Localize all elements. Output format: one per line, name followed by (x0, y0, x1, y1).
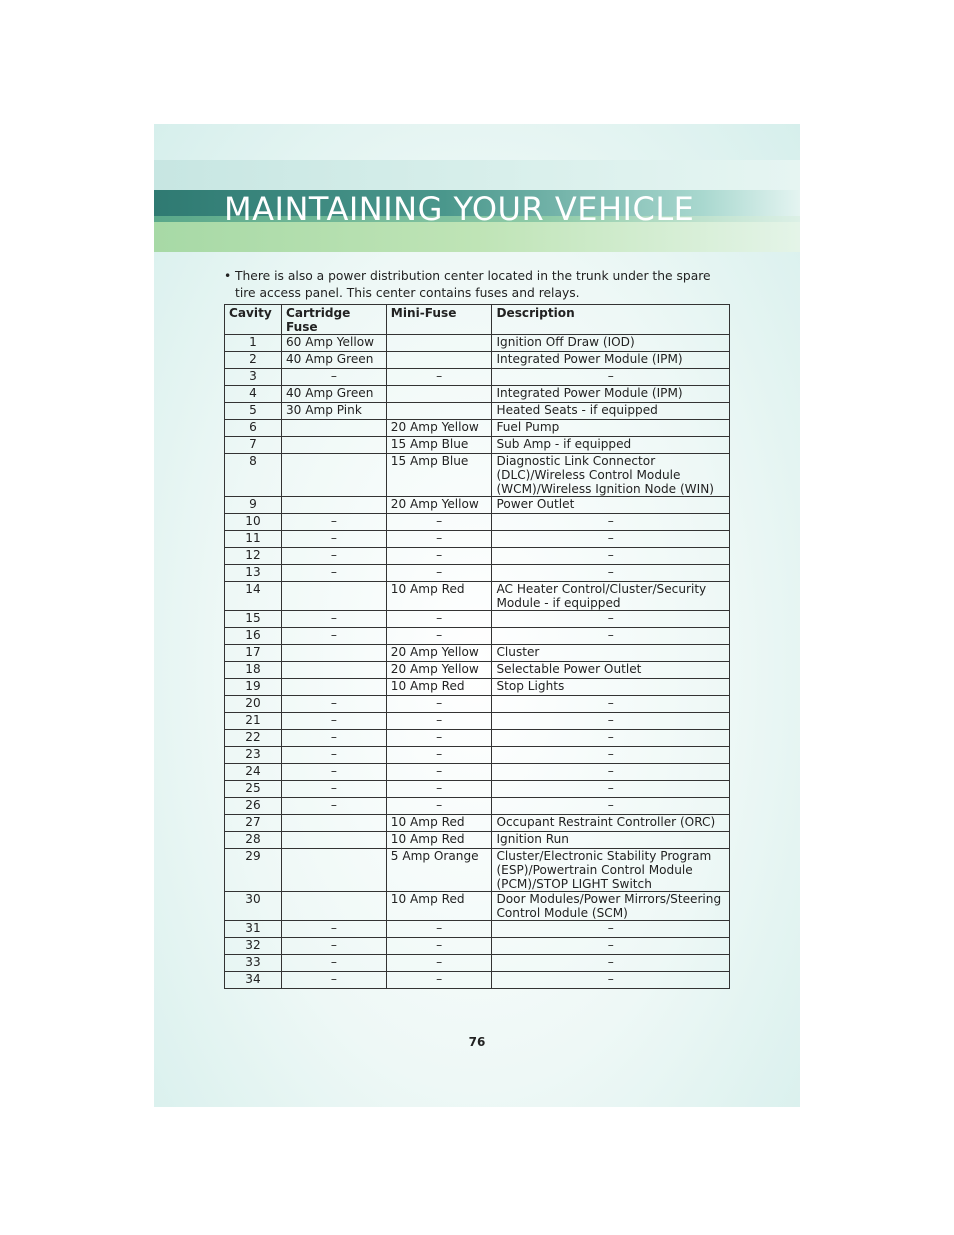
mini-fuse-cell: – (386, 611, 492, 628)
cartridge-fuse-cell: – (281, 921, 386, 938)
cavity-cell: 2 (225, 352, 282, 369)
cartridge-fuse-cell: – (281, 565, 386, 582)
mini-fuse-cell: – (386, 764, 492, 781)
cavity-cell: 9 (225, 497, 282, 514)
cavity-cell: 29 (225, 849, 282, 892)
cavity-cell: 13 (225, 565, 282, 582)
cavity-cell: 31 (225, 921, 282, 938)
mini-fuse-cell: – (386, 696, 492, 713)
table-row (225, 815, 730, 832)
cartridge-fuse-cell (281, 454, 386, 497)
cartridge-fuse-cell (281, 437, 386, 454)
cartridge-fuse-cell: – (281, 730, 386, 747)
cartridge-fuse-cell (281, 582, 386, 611)
mini-fuse-cell: – (386, 548, 492, 565)
table-row (225, 628, 730, 645)
cartridge-fuse-cell: – (281, 938, 386, 955)
cartridge-fuse-cell: – (281, 369, 386, 386)
cavity-cell: 6 (225, 420, 282, 437)
cartridge-fuse-cell (281, 662, 386, 679)
fuse-table (224, 304, 730, 989)
column-header-description: Description (492, 305, 730, 335)
cartridge-fuse-cell: – (281, 747, 386, 764)
mini-fuse-cell: – (386, 730, 492, 747)
table-header-row (225, 305, 730, 335)
mini-fuse-cell: – (386, 747, 492, 764)
mini-fuse-cell: – (386, 628, 492, 645)
description-cell: Cluster (492, 645, 730, 662)
description-cell: Sub Amp - if equipped (492, 437, 730, 454)
description-cell: Diagnostic Link Connector (DLC)/Wireless Control Module (WCM)/Wireless Ignition Node (WIN) (492, 454, 730, 497)
description-cell: Integrated Power Module (IPM) (492, 386, 730, 403)
table-row (225, 352, 730, 369)
cartridge-fuse-cell: – (281, 696, 386, 713)
cavity-cell: 27 (225, 815, 282, 832)
mini-fuse-cell (386, 335, 492, 352)
column-header-cartridge-fuse: Cartridge Fuse (281, 305, 386, 335)
cartridge-fuse-cell: – (281, 955, 386, 972)
cartridge-fuse-cell: 40 Amp Green (281, 352, 386, 369)
cartridge-fuse-cell (281, 420, 386, 437)
table-row (225, 611, 730, 628)
cartridge-fuse-cell (281, 815, 386, 832)
mini-fuse-cell: 10 Amp Red (386, 582, 492, 611)
cavity-cell: 15 (225, 611, 282, 628)
mini-fuse-cell: 20 Amp Yellow (386, 497, 492, 514)
cavity-cell: 16 (225, 628, 282, 645)
mini-fuse-cell: 15 Amp Blue (386, 454, 492, 497)
table-row (225, 730, 730, 747)
table-row (225, 892, 730, 921)
mini-fuse-cell: – (386, 972, 492, 989)
description-cell: – (492, 696, 730, 713)
cartridge-fuse-cell (281, 892, 386, 921)
description-cell: Fuel Pump (492, 420, 730, 437)
description-cell: Ignition Off Draw (IOD) (492, 335, 730, 352)
table-row (225, 972, 730, 989)
description-cell: – (492, 628, 730, 645)
description-cell: – (492, 972, 730, 989)
table-row (225, 696, 730, 713)
mini-fuse-cell: – (386, 938, 492, 955)
cavity-cell: 20 (225, 696, 282, 713)
table-row (225, 582, 730, 611)
mini-fuse-cell: 20 Amp Yellow (386, 662, 492, 679)
description-cell: Power Outlet (492, 497, 730, 514)
description-cell: Heated Seats - if equipped (492, 403, 730, 420)
description-cell: – (492, 798, 730, 815)
mini-fuse-cell: 5 Amp Orange (386, 849, 492, 892)
cartridge-fuse-cell (281, 679, 386, 696)
cavity-cell: 28 (225, 832, 282, 849)
cavity-cell: 4 (225, 386, 282, 403)
table-row (225, 781, 730, 798)
mini-fuse-cell: 10 Amp Red (386, 679, 492, 696)
mini-fuse-cell: 20 Amp Yellow (386, 645, 492, 662)
cavity-cell: 12 (225, 548, 282, 565)
description-cell: – (492, 611, 730, 628)
cartridge-fuse-cell: – (281, 798, 386, 815)
cartridge-fuse-cell (281, 497, 386, 514)
intro-paragraph (224, 268, 734, 302)
table-row (225, 679, 730, 696)
table-row (225, 921, 730, 938)
description-cell: – (492, 565, 730, 582)
bullet-marker: • (224, 269, 232, 283)
table-row (225, 713, 730, 730)
mini-fuse-cell (386, 403, 492, 420)
cavity-cell: 24 (225, 764, 282, 781)
table-row (225, 764, 730, 781)
cavity-cell: 8 (225, 454, 282, 497)
cartridge-fuse-cell: – (281, 764, 386, 781)
mini-fuse-cell (386, 352, 492, 369)
cavity-cell: 34 (225, 972, 282, 989)
table-row (225, 832, 730, 849)
cavity-cell: 17 (225, 645, 282, 662)
table-row (225, 403, 730, 420)
description-cell: Ignition Run (492, 832, 730, 849)
intro-text: There is also a power distribution center located in the trunk under the spare tire access panel. This center contains fuses and relays. (235, 269, 711, 300)
cartridge-fuse-cell: – (281, 713, 386, 730)
cartridge-fuse-cell (281, 645, 386, 662)
cartridge-fuse-cell: 40 Amp Green (281, 386, 386, 403)
cavity-cell: 21 (225, 713, 282, 730)
description-cell: – (492, 730, 730, 747)
cavity-cell: 26 (225, 798, 282, 815)
table-row (225, 955, 730, 972)
description-cell: Selectable Power Outlet (492, 662, 730, 679)
mini-fuse-cell: – (386, 565, 492, 582)
description-cell: Door Modules/Power Mirrors/Steering Control Module (SCM) (492, 892, 730, 921)
table-row (225, 437, 730, 454)
description-cell: – (492, 921, 730, 938)
cavity-cell: 18 (225, 662, 282, 679)
table-row (225, 849, 730, 892)
table-row (225, 662, 730, 679)
mini-fuse-cell: – (386, 514, 492, 531)
cartridge-fuse-cell: – (281, 611, 386, 628)
mini-fuse-cell: 20 Amp Yellow (386, 420, 492, 437)
mini-fuse-cell: – (386, 921, 492, 938)
mini-fuse-cell: – (386, 781, 492, 798)
cavity-cell: 23 (225, 747, 282, 764)
cartridge-fuse-cell: – (281, 628, 386, 645)
description-cell: – (492, 531, 730, 548)
cartridge-fuse-cell: – (281, 781, 386, 798)
mini-fuse-cell: – (386, 531, 492, 548)
cartridge-fuse-cell: 30 Amp Pink (281, 403, 386, 420)
description-cell: Integrated Power Module (IPM) (492, 352, 730, 369)
mini-fuse-cell: 10 Amp Red (386, 892, 492, 921)
table-row (225, 548, 730, 565)
cartridge-fuse-cell: – (281, 972, 386, 989)
description-cell: – (492, 713, 730, 730)
description-cell: – (492, 747, 730, 764)
table-body (225, 335, 730, 989)
column-header-mini-fuse: Mini-Fuse (386, 305, 492, 335)
cavity-cell: 7 (225, 437, 282, 454)
cavity-cell: 32 (225, 938, 282, 955)
mini-fuse-cell: – (386, 369, 492, 386)
description-cell: – (492, 781, 730, 798)
description-cell: – (492, 369, 730, 386)
mini-fuse-cell (386, 386, 492, 403)
mini-fuse-cell: – (386, 955, 492, 972)
description-cell: Stop Lights (492, 679, 730, 696)
description-cell: Cluster/Electronic Stability Program (ESP)/Powertrain Control Module (PCM)/STOP LIGHT Switch (492, 849, 730, 892)
cartridge-fuse-cell: – (281, 548, 386, 565)
cavity-cell: 22 (225, 730, 282, 747)
description-cell: – (492, 955, 730, 972)
description-cell: – (492, 764, 730, 781)
mini-fuse-cell: 15 Amp Blue (386, 437, 492, 454)
cartridge-fuse-cell: – (281, 531, 386, 548)
mini-fuse-cell: 10 Amp Red (386, 815, 492, 832)
cavity-cell: 5 (225, 403, 282, 420)
table-row (225, 645, 730, 662)
cavity-cell: 30 (225, 892, 282, 921)
description-cell: AC Heater Control/Cluster/Security Module - if equipped (492, 582, 730, 611)
column-header-cavity: Cavity (225, 305, 282, 335)
cartridge-fuse-cell (281, 832, 386, 849)
cartridge-fuse-cell (281, 849, 386, 892)
table-row (225, 747, 730, 764)
table-row (225, 386, 730, 403)
table-row (225, 420, 730, 437)
cartridge-fuse-cell: – (281, 514, 386, 531)
description-cell: Occupant Restraint Controller (ORC) (492, 815, 730, 832)
table-row (225, 369, 730, 386)
table-row (225, 938, 730, 955)
description-cell: – (492, 514, 730, 531)
cavity-cell: 19 (225, 679, 282, 696)
table-row (225, 514, 730, 531)
cavity-cell: 1 (225, 335, 282, 352)
cavity-cell: 10 (225, 514, 282, 531)
cartridge-fuse-cell: 60 Amp Yellow (281, 335, 386, 352)
table-row (225, 335, 730, 352)
table-row (225, 454, 730, 497)
table-row (225, 531, 730, 548)
page-number: 76 (468, 1035, 486, 1049)
description-cell: – (492, 548, 730, 565)
mini-fuse-cell: – (386, 798, 492, 815)
table-row (225, 565, 730, 582)
table-row (225, 497, 730, 514)
mini-fuse-cell: – (386, 713, 492, 730)
cavity-cell: 14 (225, 582, 282, 611)
page-title: MAINTAINING YOUR VEHICLE (224, 190, 695, 228)
cavity-cell: 25 (225, 781, 282, 798)
cavity-cell: 3 (225, 369, 282, 386)
cavity-cell: 11 (225, 531, 282, 548)
cavity-cell: 33 (225, 955, 282, 972)
mini-fuse-cell: 10 Amp Red (386, 832, 492, 849)
table-row (225, 798, 730, 815)
description-cell: – (492, 938, 730, 955)
